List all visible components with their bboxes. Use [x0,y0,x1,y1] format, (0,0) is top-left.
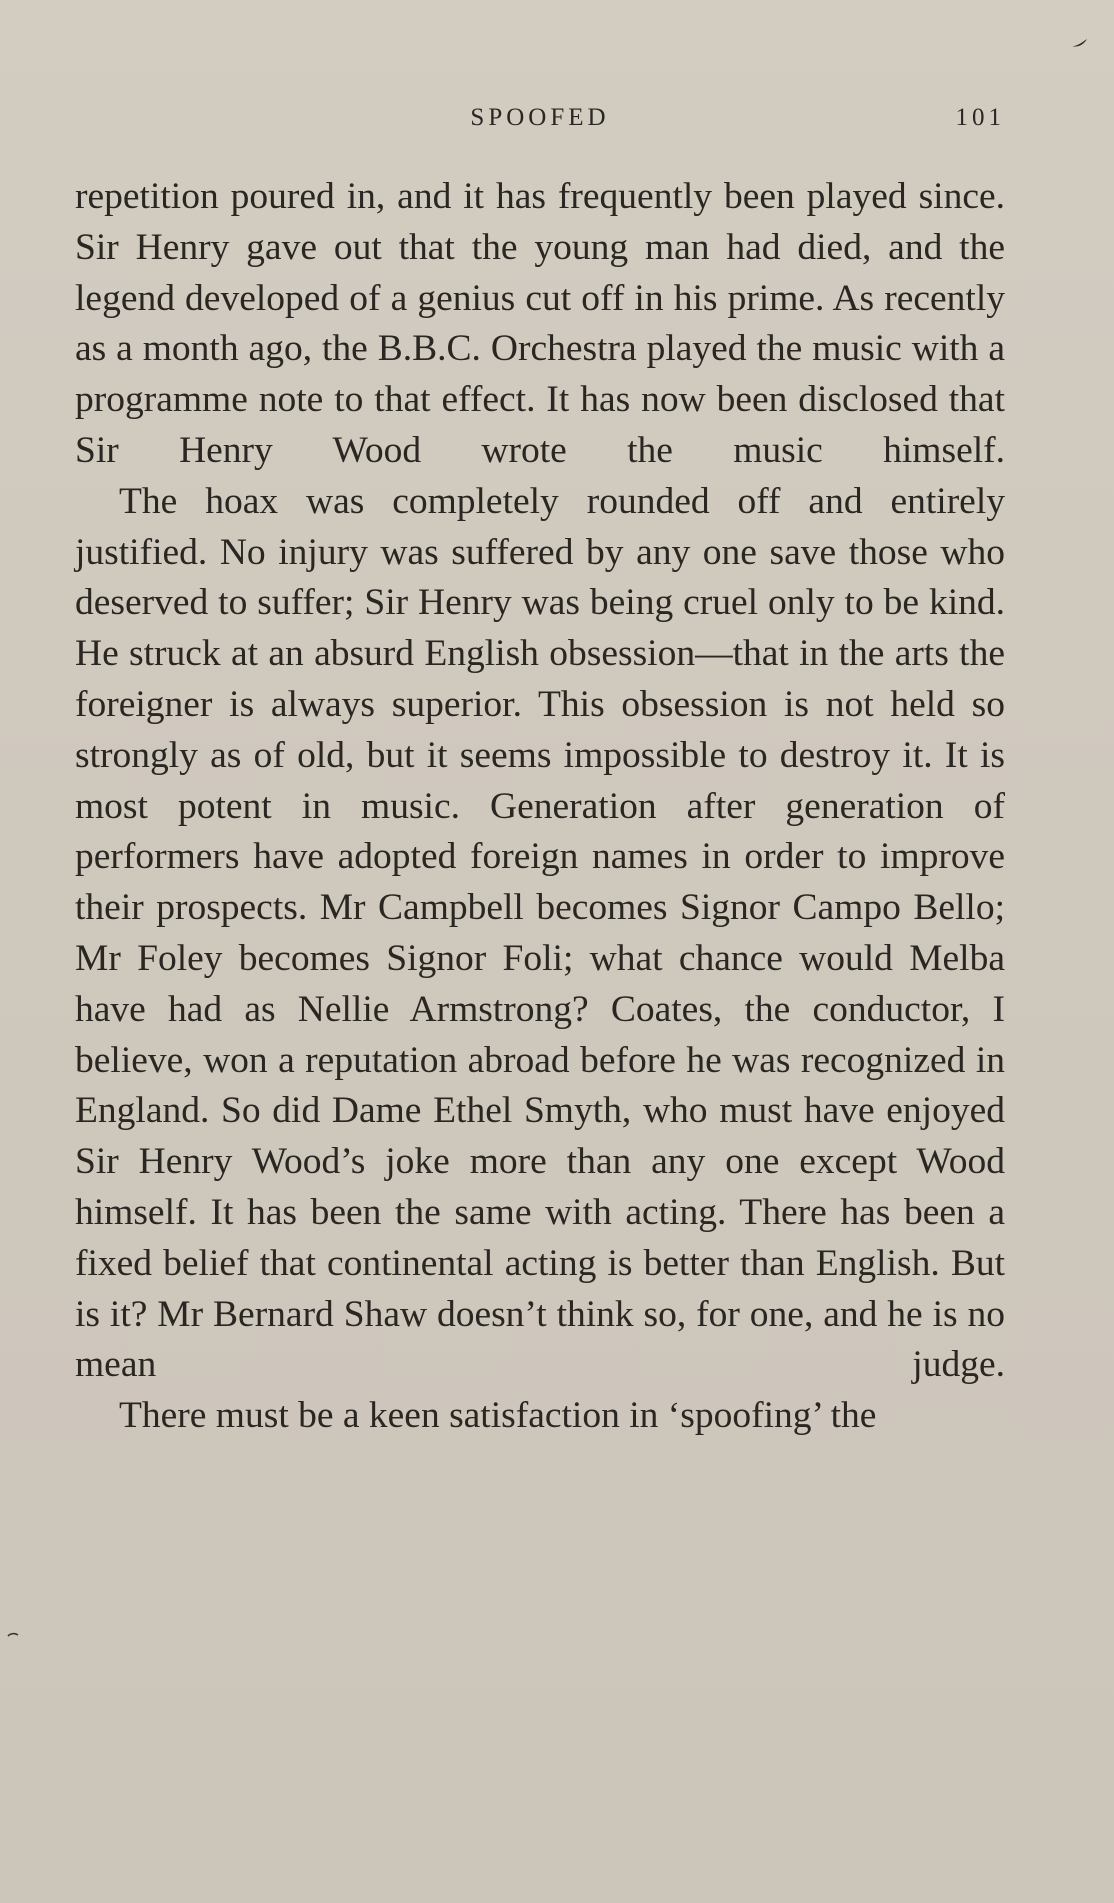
running-title: SPOOFED [470,104,610,131]
paragraph-spoofing: There must be a keen satisfaction in ‘spoofing’ the [119,1395,877,1437]
body-text [75,172,1005,1442]
ink-speck-mark [1070,38,1088,48]
running-head [75,104,1005,144]
paragraph-hoax: The hoax was completely rounded off and entirely justified. No injury was suffered by any one save those who deserved to suffer; Sir Henry was being cruel only to be kind. He struck at an absurd English obsession—that in the arts the foreigner is always superior. This obsession is not held so strongly as of old, but it seems impossible to destroy it. It is most potent in music. Generation after generation of performers have adopted foreign names in order to improve their prospects. Mr Campbell becomes Signor Campo Bello; Mr Foley becomes Signor Foli; what chance would Melba have had as Nellie Armstrong? Coates, the conductor, I believe, won a reputation abroad before he was recognized in England. So did Dame Ethel Smyth, who must have enjoyed Sir Henry Wood’s joke more than any one except Wood himself. It has been the same with acting. There has been a fixed belief that continental acting is better than English. But is it? Mr Bernard Shaw doesn’t think so, for one, and he is no mean judge. [75,480,1005,1386]
page-number: 101 [955,104,1005,131]
paragraph-continued: repetition poured in, and it has frequently been played since. Sir Henry gave out that the young man had died, and the legend developed of a genius cut off in his prime. As recently as a month ago, the B.B.C. Orchestra played the music with a programme note to that effect. It has now been disclosed that Sir Henry Wood wrote the music himself. [75,176,1005,471]
margin-speck-mark [7,1632,19,1638]
